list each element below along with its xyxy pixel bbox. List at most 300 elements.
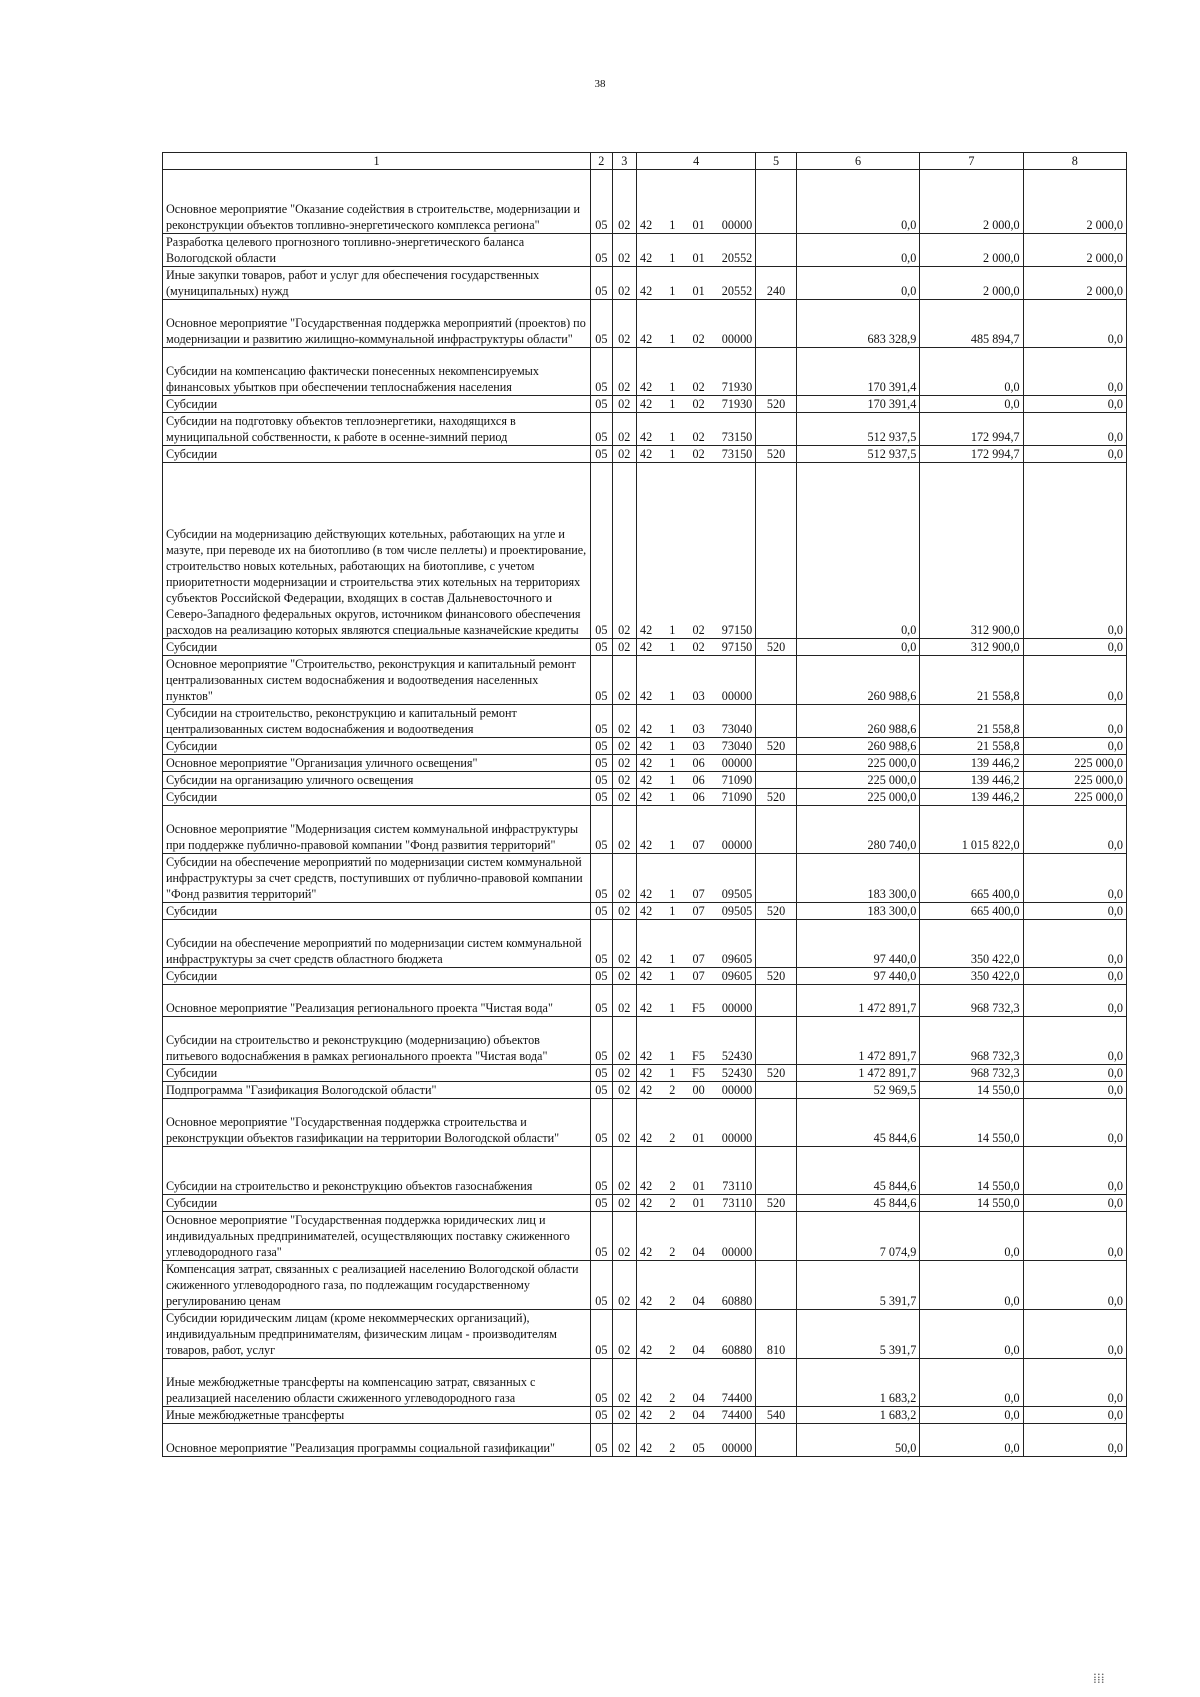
code-part-k4: 71930: [721, 380, 753, 394]
table-row: [163, 1082, 1127, 1099]
code-part-k1: 42: [639, 952, 653, 966]
amount-col-8: 0,0: [1023, 1065, 1126, 1082]
expense-type-code: [756, 1359, 796, 1407]
code-part-k1: 42: [639, 1245, 653, 1259]
code-part-k1: 42: [639, 739, 653, 753]
section-code: 05: [591, 463, 612, 639]
section-code: 05: [591, 348, 612, 396]
table-row: [163, 738, 1127, 755]
code-part-k4: 00000: [721, 838, 753, 852]
table-row: [163, 1195, 1127, 1212]
code-part-k1: 42: [639, 1391, 653, 1405]
target-article-code: [636, 920, 755, 968]
expense-type-code: [756, 1017, 796, 1065]
code-part-k3: 07: [692, 969, 705, 983]
expense-type-code: 540: [756, 1407, 796, 1424]
subsection-code: 02: [612, 267, 636, 300]
row-name: Субсидии на организацию уличного освещения: [163, 772, 591, 789]
row-name: Субсидии: [163, 1195, 591, 1212]
amount-col-8: 0,0: [1023, 968, 1126, 985]
section-code: 05: [591, 656, 612, 705]
subsection-code: 02: [612, 1147, 636, 1195]
code-part-k3: 07: [692, 952, 705, 966]
code-part-k2: 2: [669, 1245, 676, 1259]
code-part-k1: 42: [639, 1083, 653, 1097]
code-part-k2: 1: [669, 689, 676, 703]
code-part-k2: 1: [669, 397, 676, 411]
expense-type-code: 520: [756, 446, 796, 463]
subsection-code: 02: [612, 1065, 636, 1082]
expense-type-code: 240: [756, 267, 796, 300]
amount-col-6: 97 440,0: [796, 968, 920, 985]
subsection-code: 02: [612, 1082, 636, 1099]
amount-col-6: 260 988,6: [796, 705, 920, 738]
amount-col-6: 170 391,4: [796, 396, 920, 413]
amount-col-7: 172 994,7: [920, 413, 1023, 446]
code-part-k3: 02: [692, 623, 705, 637]
section-code: 05: [591, 705, 612, 738]
table-row: [163, 300, 1127, 348]
subsection-code: 02: [612, 1195, 636, 1212]
section-code: 05: [591, 968, 612, 985]
amount-col-8: 0,0: [1023, 1082, 1126, 1099]
target-article-code: [636, 705, 755, 738]
target-article-code: [636, 1424, 755, 1457]
subsection-code: 02: [612, 1407, 636, 1424]
target-article-code: [636, 1065, 755, 1082]
code-part-k1: 42: [639, 1001, 653, 1015]
row-name: Субсидии: [163, 789, 591, 806]
code-part-k4: 09605: [721, 969, 753, 983]
amount-col-7: 312 900,0: [920, 639, 1023, 656]
section-code: 05: [591, 1147, 612, 1195]
amount-col-6: 1 472 891,7: [796, 1017, 920, 1065]
code-part-k2: 1: [669, 887, 676, 901]
amount-col-6: 50,0: [796, 1424, 920, 1457]
amount-col-8: 0,0: [1023, 1407, 1126, 1424]
code-part-k4: 00000: [721, 1441, 753, 1455]
code-part-k3: 02: [692, 332, 705, 346]
code-part-k2: 1: [669, 640, 676, 654]
code-part-k1: 42: [639, 1343, 653, 1357]
expense-type-code: [756, 1261, 796, 1310]
amount-col-8: 0,0: [1023, 1017, 1126, 1065]
table-row: [163, 772, 1127, 789]
amount-col-8: 0,0: [1023, 656, 1126, 705]
code-part-k2: 2: [669, 1391, 676, 1405]
amount-col-6: 170 391,4: [796, 348, 920, 396]
code-part-k3: 01: [692, 218, 705, 232]
code-part-k1: 42: [639, 887, 653, 901]
table-row: [163, 705, 1127, 738]
code-part-k2: 1: [669, 722, 676, 736]
row-name: Субсидии юридическим лицам (кроме некоммерческих организаций), индивидуальным предпринимателям, физическим лицам - производителям товаров, работ, услуг: [163, 1310, 591, 1359]
table-row: [163, 1310, 1127, 1359]
amount-col-7: 0,0: [920, 1261, 1023, 1310]
table-row: [163, 903, 1127, 920]
expense-type-code: 520: [756, 903, 796, 920]
section-code: 05: [591, 854, 612, 903]
table-row: [163, 267, 1127, 300]
budget-table: [162, 152, 1127, 1457]
code-part-k4: 73110: [722, 1179, 753, 1193]
amount-col-7: 14 550,0: [920, 1082, 1023, 1099]
amount-col-6: 45 844,6: [796, 1099, 920, 1147]
page-number: 38: [594, 78, 606, 90]
code-part-k1: 42: [639, 838, 653, 852]
expense-type-code: [756, 806, 796, 854]
amount-col-6: 683 328,9: [796, 300, 920, 348]
target-article-code: [636, 396, 755, 413]
row-name: Основное мероприятие "Реализация регионального проекта "Чистая вода": [163, 985, 591, 1017]
target-article-code: [636, 639, 755, 656]
section-code: 05: [591, 396, 612, 413]
code-part-k3: 04: [692, 1245, 705, 1259]
amount-col-7: 968 732,3: [920, 1065, 1023, 1082]
amount-col-8: 0,0: [1023, 463, 1126, 639]
table-row: [163, 789, 1127, 806]
amount-col-6: 0,0: [796, 170, 920, 234]
amount-col-8: 0,0: [1023, 903, 1126, 920]
amount-col-7: 968 732,3: [920, 985, 1023, 1017]
expense-type-code: [756, 1082, 796, 1099]
amount-col-8: 2 000,0: [1023, 234, 1126, 267]
amount-col-6: 0,0: [796, 267, 920, 300]
section-code: 05: [591, 446, 612, 463]
subsection-code: 02: [612, 1424, 636, 1457]
amount-col-6: 0,0: [796, 639, 920, 656]
row-name: Основное мероприятие "Государственная поддержка мероприятий (проектов) по модернизации и развитию жилищно-коммунальной инфраструктуры области": [163, 300, 591, 348]
code-part-k2: 1: [669, 430, 676, 444]
row-name: Субсидии на подготовку объектов теплоэнергетики, находящихся в муниципальной собственности, к работе в осенне-зимний период: [163, 413, 591, 446]
amount-col-6: 97 440,0: [796, 920, 920, 968]
row-name: Основное мероприятие "Государственная поддержка строительства и реконструкции объектов газификации на территории Вологодской области": [163, 1099, 591, 1147]
amount-col-8: 0,0: [1023, 920, 1126, 968]
table-row: [163, 170, 1127, 234]
subsection-code: 02: [612, 234, 636, 267]
subsection-code: 02: [612, 985, 636, 1017]
amount-col-7: 350 422,0: [920, 968, 1023, 985]
amount-col-6: 225 000,0: [796, 772, 920, 789]
expense-type-code: [756, 755, 796, 772]
code-part-k4: 52430: [721, 1049, 753, 1063]
code-part-k1: 42: [639, 251, 653, 265]
expense-type-code: [756, 348, 796, 396]
header-row: [163, 153, 1127, 170]
section-code: 05: [591, 903, 612, 920]
code-part-k3: 07: [692, 887, 705, 901]
table-row: [163, 1407, 1127, 1424]
subsection-code: 02: [612, 903, 636, 920]
section-code: 05: [591, 1099, 612, 1147]
amount-col-8: 225 000,0: [1023, 789, 1126, 806]
table-row: [163, 1147, 1127, 1195]
target-article-code: [636, 806, 755, 854]
amount-col-6: 45 844,6: [796, 1195, 920, 1212]
code-part-k3: 02: [692, 380, 705, 394]
section-code: 05: [591, 170, 612, 234]
code-part-k2: 1: [669, 380, 676, 394]
code-part-k1: 42: [639, 1066, 653, 1080]
section-code: 05: [591, 789, 612, 806]
code-part-k1: 42: [639, 773, 653, 787]
code-part-k3: 02: [692, 397, 705, 411]
expense-type-code: 520: [756, 968, 796, 985]
amount-col-6: 5 391,7: [796, 1261, 920, 1310]
subsection-code: 02: [612, 446, 636, 463]
amount-col-8: 0,0: [1023, 985, 1126, 1017]
amount-col-8: 0,0: [1023, 348, 1126, 396]
column-header-4: 4: [636, 153, 755, 170]
code-part-k3: 02: [692, 447, 705, 461]
subsection-code: 02: [612, 463, 636, 639]
amount-col-7: 665 400,0: [920, 903, 1023, 920]
code-part-k3: 01: [692, 1196, 705, 1210]
code-part-k1: 42: [639, 284, 653, 298]
code-part-k2: 2: [669, 1408, 676, 1422]
section-code: 05: [591, 1065, 612, 1082]
section-code: 05: [591, 1407, 612, 1424]
code-part-k2: 1: [669, 1049, 676, 1063]
code-part-k1: 42: [639, 1179, 653, 1193]
target-article-code: [636, 170, 755, 234]
code-part-k2: 2: [669, 1179, 676, 1193]
row-name: Разработка целевого прогнозного топливно-энергетического баланса Вологодской области: [163, 234, 591, 267]
amount-col-7: 0,0: [920, 1359, 1023, 1407]
subsection-code: 02: [612, 968, 636, 985]
code-part-k1: 42: [639, 1196, 653, 1210]
amount-col-8: 0,0: [1023, 854, 1126, 903]
amount-col-8: 0,0: [1023, 639, 1126, 656]
code-part-k2: 2: [669, 1294, 676, 1308]
target-article-code: [636, 1261, 755, 1310]
row-name: Иные закупки товаров, работ и услуг для обеспечения государственных (муниципальных) нужд: [163, 267, 591, 300]
code-part-k1: 42: [639, 790, 653, 804]
column-header-1: 1: [163, 153, 591, 170]
amount-col-7: 139 446,2: [920, 789, 1023, 806]
amount-col-8: 0,0: [1023, 738, 1126, 755]
amount-col-6: 225 000,0: [796, 755, 920, 772]
section-code: 05: [591, 1310, 612, 1359]
amount-col-6: 512 937,5: [796, 446, 920, 463]
code-part-k2: 2: [669, 1131, 676, 1145]
row-name: Субсидии на строительство и реконструкцию объектов газоснабжения: [163, 1147, 591, 1195]
column-header-8: 8: [1023, 153, 1126, 170]
code-part-k4: 71930: [721, 397, 753, 411]
code-part-k2: 1: [669, 332, 676, 346]
target-article-code: [636, 755, 755, 772]
code-part-k4: 97150: [721, 640, 753, 654]
amount-col-7: 665 400,0: [920, 854, 1023, 903]
section-code: 05: [591, 1082, 612, 1099]
amount-col-8: 225 000,0: [1023, 755, 1126, 772]
column-header-3: 3: [612, 153, 636, 170]
section-code: 05: [591, 267, 612, 300]
section-code: 05: [591, 639, 612, 656]
code-part-k4: 60880: [721, 1343, 753, 1357]
row-name: Основное мероприятие "Государственная поддержка юридических лиц и индивидуальных предпринимателей, осуществляющих поставку сжиженного углеводородного газа": [163, 1212, 591, 1261]
code-part-k3: F5: [692, 1066, 705, 1080]
code-part-k3: 04: [692, 1343, 705, 1357]
code-part-k3: 01: [692, 251, 705, 265]
expense-type-code: [756, 1147, 796, 1195]
code-part-k4: 97150: [721, 623, 753, 637]
expense-type-code: [756, 920, 796, 968]
expense-type-code: [756, 985, 796, 1017]
amount-col-8: 0,0: [1023, 300, 1126, 348]
subsection-code: 02: [612, 755, 636, 772]
amount-col-7: 0,0: [920, 1310, 1023, 1359]
column-header-7: 7: [920, 153, 1023, 170]
target-article-code: [636, 1147, 755, 1195]
table-row: [163, 348, 1127, 396]
amount-col-8: 0,0: [1023, 1147, 1126, 1195]
section-code: 05: [591, 1359, 612, 1407]
section-code: 05: [591, 234, 612, 267]
code-part-k2: 1: [669, 739, 676, 753]
code-part-k3: 04: [692, 1391, 705, 1405]
amount-col-7: 139 446,2: [920, 755, 1023, 772]
code-part-k4: 20552: [721, 284, 753, 298]
section-code: 05: [591, 1212, 612, 1261]
row-name: Иные межбюджетные трансферты: [163, 1407, 591, 1424]
subsection-code: 02: [612, 854, 636, 903]
code-part-k1: 42: [639, 397, 653, 411]
code-part-k4: 00000: [721, 1131, 753, 1145]
subsection-code: 02: [612, 348, 636, 396]
amount-col-6: 7 074,9: [796, 1212, 920, 1261]
row-name: Субсидии на модернизацию действующих котельных, работающих на угле и мазуте, при переводе их на биотопливо (в том числе пеллеты) и проектирование, строительство новых котельных, работающих на биотопливе, с учетом приоритетности модернизации и строительства этих котельных на территориях субъектов Российской Федерации, входящих в состав Дальневосточного и Северо-Западного федеральных округов, источником финансового обеспечения расходов на реализацию которых являются специальные казначейские кредиты: [163, 463, 591, 639]
code-part-k3: 01: [692, 1179, 705, 1193]
code-part-k2: 1: [669, 447, 676, 461]
code-part-k3: 06: [692, 756, 705, 770]
amount-col-8: 0,0: [1023, 1310, 1126, 1359]
table-row: [163, 806, 1127, 854]
amount-col-6: 0,0: [796, 234, 920, 267]
code-part-k2: 1: [669, 623, 676, 637]
amount-col-7: 350 422,0: [920, 920, 1023, 968]
amount-col-8: 225 000,0: [1023, 772, 1126, 789]
target-article-code: [636, 789, 755, 806]
amount-col-7: 968 732,3: [920, 1017, 1023, 1065]
code-part-k2: 1: [669, 1066, 676, 1080]
target-article-code: [636, 1195, 755, 1212]
amount-col-6: 1 683,2: [796, 1359, 920, 1407]
section-code: 05: [591, 1424, 612, 1457]
amount-col-8: 0,0: [1023, 1212, 1126, 1261]
row-name: Основное мероприятие "Строительство, реконструкция и капитальный ремонт централизованных систем водоснабжения и водоотведения населенных пунктов": [163, 656, 591, 705]
code-part-k4: 73150: [721, 447, 753, 461]
subsection-code: 02: [612, 920, 636, 968]
code-part-k3: 03: [692, 722, 705, 736]
code-part-k1: 42: [639, 722, 653, 736]
target-article-code: [636, 1082, 755, 1099]
table-row: [163, 1065, 1127, 1082]
code-part-k4: 09505: [721, 887, 753, 901]
table-row: [163, 656, 1127, 705]
code-part-k4: 74400: [721, 1391, 753, 1405]
expense-type-code: [756, 705, 796, 738]
amount-col-7: 0,0: [920, 396, 1023, 413]
code-part-k4: 09605: [721, 952, 753, 966]
expense-type-code: [756, 1212, 796, 1261]
section-code: 05: [591, 413, 612, 446]
code-part-k3: 07: [692, 838, 705, 852]
code-part-k2: 2: [669, 1441, 676, 1455]
code-part-k4: 60880: [721, 1294, 753, 1308]
row-name: Основное мероприятие "Организация уличного освещения": [163, 755, 591, 772]
expense-type-code: [756, 1099, 796, 1147]
subsection-code: 02: [612, 300, 636, 348]
table-row: [163, 1424, 1127, 1457]
table-row: [163, 1017, 1127, 1065]
amount-col-6: 260 988,6: [796, 656, 920, 705]
amount-col-6: 183 300,0: [796, 903, 920, 920]
code-part-k1: 42: [639, 1049, 653, 1063]
amount-col-6: 512 937,5: [796, 413, 920, 446]
row-name: Субсидии на строительство, реконструкцию и капитальный ремонт централизованных систем водоснабжения и водоотведения: [163, 705, 591, 738]
section-code: 05: [591, 1017, 612, 1065]
expense-type-code: 520: [756, 1065, 796, 1082]
code-part-k2: 1: [669, 284, 676, 298]
code-part-k2: 1: [669, 904, 676, 918]
amount-col-8: 0,0: [1023, 1359, 1126, 1407]
subsection-code: 02: [612, 170, 636, 234]
section-code: 05: [591, 920, 612, 968]
code-part-k2: 2: [669, 1196, 676, 1210]
row-name: Субсидии: [163, 738, 591, 755]
row-name: Основное мероприятие "Модернизация систем коммунальной инфраструктуры при поддержке публично-правовой компании "Фонд развития территорий": [163, 806, 591, 854]
table-row: [163, 985, 1127, 1017]
amount-col-6: 260 988,6: [796, 738, 920, 755]
target-article-code: [636, 1017, 755, 1065]
code-part-k3: 06: [692, 790, 705, 804]
code-part-k2: 1: [669, 218, 676, 232]
code-part-k1: 42: [639, 969, 653, 983]
amount-col-7: 312 900,0: [920, 463, 1023, 639]
code-part-k1: 42: [639, 640, 653, 654]
code-part-k1: 42: [639, 1441, 653, 1455]
code-part-k4: 00000: [721, 218, 753, 232]
amount-col-8: 0,0: [1023, 396, 1126, 413]
code-part-k1: 42: [639, 623, 653, 637]
section-code: 05: [591, 755, 612, 772]
amount-col-8: 0,0: [1023, 1099, 1126, 1147]
row-name: Основное мероприятие "Оказание содействия в строительстве, модернизации и реконструкции объектов топливно-энергетического комплекса региона": [163, 170, 591, 234]
subsection-code: 02: [612, 1310, 636, 1359]
amount-col-7: 1 015 822,0: [920, 806, 1023, 854]
row-name: Субсидии: [163, 446, 591, 463]
code-part-k4: 00000: [721, 689, 753, 703]
code-part-k3: 04: [692, 1294, 705, 1308]
amount-col-7: 14 550,0: [920, 1147, 1023, 1195]
target-article-code: [636, 413, 755, 446]
code-part-k2: 1: [669, 1001, 676, 1015]
amount-col-7: 21 558,8: [920, 738, 1023, 755]
expense-type-code: [756, 413, 796, 446]
code-part-k2: 1: [669, 838, 676, 852]
code-part-k3: 07: [692, 904, 705, 918]
amount-col-6: 225 000,0: [796, 789, 920, 806]
target-article-code: [636, 463, 755, 639]
table-row: [163, 234, 1127, 267]
expense-type-code: [756, 1424, 796, 1457]
code-part-k4: 00000: [721, 1083, 753, 1097]
code-part-k2: 1: [669, 969, 676, 983]
amount-col-7: 139 446,2: [920, 772, 1023, 789]
subsection-code: 02: [612, 772, 636, 789]
row-name: Субсидии: [163, 903, 591, 920]
